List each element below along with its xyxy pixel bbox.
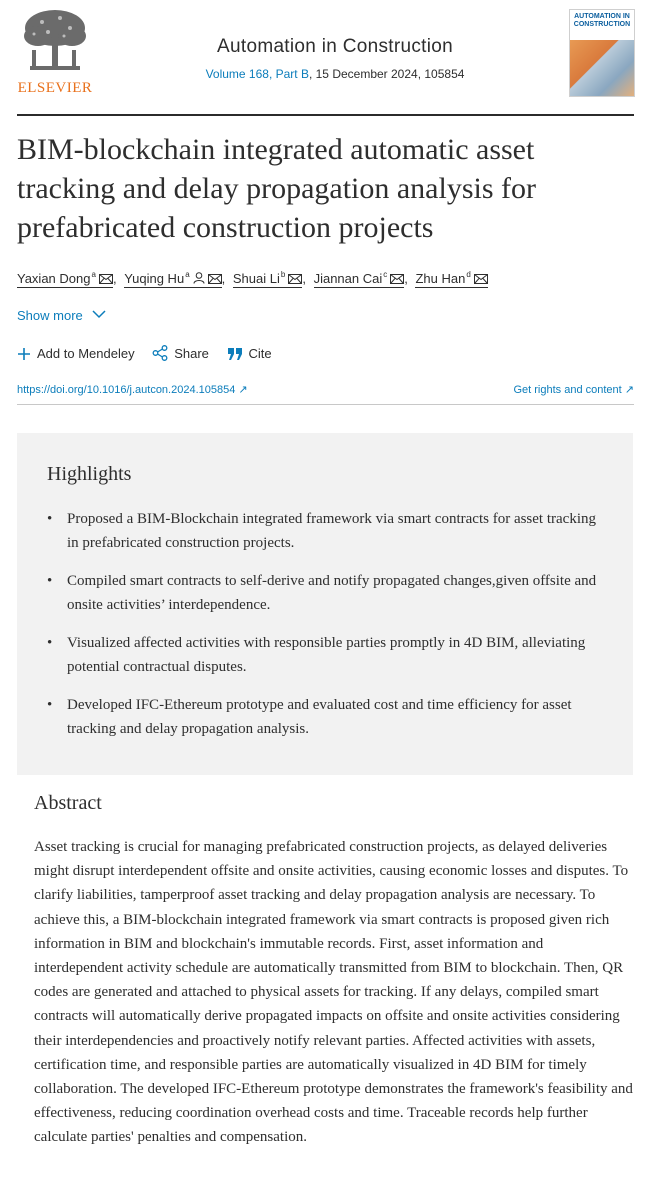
article-actions bbox=[17, 345, 286, 361]
doi-divider bbox=[17, 404, 634, 405]
author-name: Shuai Li bbox=[232, 271, 280, 286]
author-name: Zhu Han bbox=[415, 271, 466, 286]
author-separator: , bbox=[112, 271, 117, 286]
author-affiliation: a bbox=[185, 270, 190, 279]
add-label: Add to Mendeley bbox=[37, 346, 135, 361]
doi-link[interactable]: https://doi.org/10.1016/j.autcon.2024.105854 ↗ bbox=[17, 384, 248, 396]
mail-icon bbox=[390, 274, 404, 284]
cite-button[interactable] bbox=[227, 346, 272, 361]
author-list bbox=[17, 270, 637, 288]
author-separator: , bbox=[302, 271, 306, 286]
author-name: Jiannan Cai bbox=[313, 271, 383, 286]
publisher-name: ELSEVIER bbox=[17, 80, 93, 96]
author-separator: , bbox=[221, 271, 226, 286]
author-link[interactable] bbox=[233, 270, 302, 288]
mail-icon bbox=[208, 274, 222, 284]
highlight-item: • Proposed a BIM-Blockchain integrated framework via smart contracts for asset tracking in prefabricated construction projects. bbox=[45, 507, 605, 555]
show-more-label: Show more bbox=[17, 308, 83, 323]
cover-image bbox=[570, 40, 634, 96]
highlights-list bbox=[45, 507, 605, 755]
mail-icon bbox=[288, 274, 302, 284]
mail-icon bbox=[99, 274, 113, 284]
add-to-mendeley-button[interactable] bbox=[17, 346, 135, 361]
article-title: BIM-blockchain integrated automatic asset tracking and delay propagation analysis for prefabricated construction projects bbox=[17, 133, 536, 244]
cite-label: Cite bbox=[248, 346, 272, 361]
author-affiliation: b bbox=[280, 270, 286, 279]
plus-icon bbox=[17, 347, 31, 361]
chevron-down-icon bbox=[92, 310, 106, 319]
mail-icon bbox=[474, 274, 488, 284]
author-separator: , bbox=[404, 271, 408, 286]
share-icon bbox=[152, 345, 168, 361]
author-link[interactable] bbox=[415, 270, 487, 288]
author-link[interactable] bbox=[17, 270, 113, 288]
header-divider bbox=[17, 114, 634, 116]
author-name: Yaxian Dong bbox=[17, 271, 91, 286]
volume-date: , 15 December 2024, 105854 bbox=[308, 67, 465, 81]
share-label: Share bbox=[174, 346, 209, 361]
cover-top bbox=[570, 10, 634, 40]
journal-title[interactable]: Automation in Construction bbox=[217, 36, 453, 57]
journal-header bbox=[0, 0, 654, 110]
volume-link[interactable]: Volume 168, Part B bbox=[205, 67, 309, 81]
cover-title: AUTOMATION IN CONSTRUCTION bbox=[573, 13, 631, 28]
author-link[interactable] bbox=[124, 270, 221, 288]
elsevier-logo[interactable] bbox=[16, 6, 94, 98]
highlight-item: • Developed IFC-Ethereum prototype and evaluated cost and time efficiency for asset tracking and delay propagation analysis. bbox=[45, 693, 605, 741]
author-name: Yuqing Hu bbox=[124, 271, 185, 286]
highlight-item: • Visualized affected activities with responsible parties promptly in 4D BIM, alleviating potential contractual disputes. bbox=[45, 631, 605, 679]
volume-info bbox=[120, 67, 550, 81]
author-link[interactable] bbox=[314, 270, 405, 288]
abstract-text: Asset tracking is crucial for managing prefabricated construction projects, as delayed deliveries might disrupt interdependent offsite and onsite activities, causing economic losses and disputes. To clarify liabilities, tamperproof asset tracking and delay propagation analysis are necessary. To achieve this, a BIM-blockchain integrated framework via smart contracts is proposed given rich information in BIM and blockchain's immutable records. First, asset information and interdependent activity schedule are automatically transmitted from BIM to blockchain. Then, QR codes are generated and attached to physical assets for tracking. If any delays, compiled smart contracts will automatically derive propagated impacts on offsite and onsite activities considering their interdependencies and proactively notify relevant parties. Affected activities with assets, certification time, and responsible parties are automatically visualized in 4D BIM for timely collaboration. The developed IFC-Ethereum prototype demonstrates the framework's feasibility and effectiveness, reducing coordination overhead costs and time. Traceable records help further calculate parties' penalties and compensation. bbox=[34, 839, 633, 1146]
show-more-button[interactable] bbox=[17, 308, 106, 323]
journal-cover[interactable] bbox=[569, 9, 635, 97]
rights-link[interactable]: Get rights and content ↗ bbox=[513, 384, 634, 396]
author-affiliation: a bbox=[91, 270, 96, 279]
highlight-item: • Compiled smart contracts to self-derive and notify propagated changes,given offsite and onsite activities’ interdependence. bbox=[45, 569, 605, 617]
tree-logo-icon bbox=[20, 6, 90, 78]
highlights-section bbox=[17, 433, 633, 775]
quote-icon bbox=[227, 347, 243, 361]
person-icon bbox=[193, 272, 205, 284]
abstract-title: Abstract bbox=[34, 792, 102, 814]
author-affiliation: d bbox=[466, 270, 471, 279]
highlights-title: Highlights bbox=[47, 463, 132, 485]
share-button[interactable] bbox=[152, 345, 209, 361]
author-affiliation: c bbox=[383, 270, 388, 279]
